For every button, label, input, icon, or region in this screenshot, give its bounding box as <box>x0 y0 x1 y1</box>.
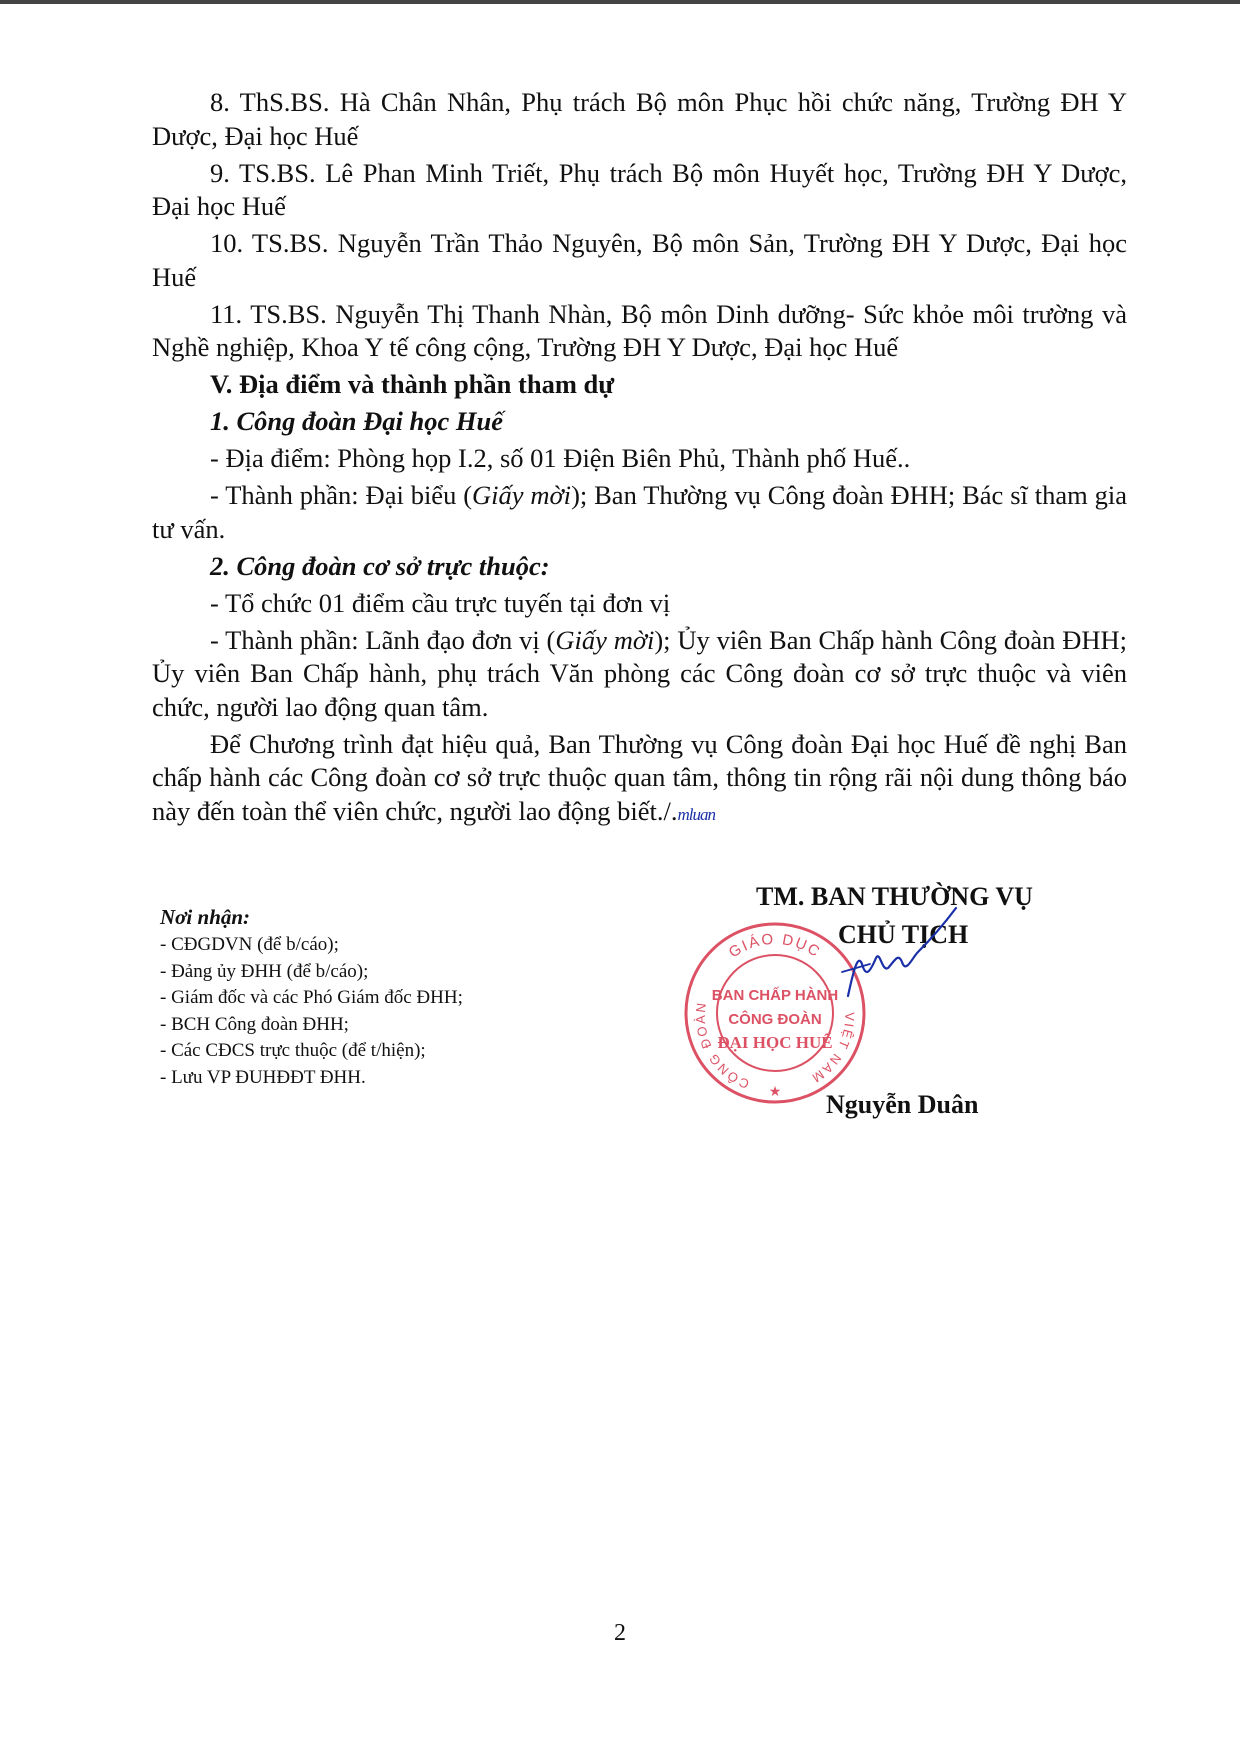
recipient-item: - Các CĐCS trực thuộc (để t/hiện); <box>160 1040 426 1061</box>
signature-block <box>690 878 1110 1138</box>
recipient-item: - CĐGDVN (để b/cáo); <box>160 934 339 955</box>
seal-ring-left: CÔNG ĐOÀN <box>692 1000 752 1092</box>
initials-mark: mluan <box>677 804 715 824</box>
participants-text-b: ); Ủy viên Ban Chấp hành Công đoàn ĐHH; Ủy viên Ban Chấp hành, phụ trách Văn phòng các Công đoàn cơ sở trực thuộc và viên chức, người lao động quan tâm. <box>152 624 1127 722</box>
page-number: 2 <box>614 1620 626 1646</box>
member-item-11: 11. TS.BS. Nguyễn Thị Thanh Nhàn, Bộ môn Dinh dưỡng- Sức khỏe môi trường và Nghề nghiệp, Khoa Y tế công cộng, Trường ĐH Y Dược, Đại học Huế <box>152 298 1127 362</box>
participants-text-a: - Thành phần: Đại biểu ( <box>210 480 473 510</box>
subsection-1-location: - Địa điểm: Phòng họp I.2, số 01 Điện Biên Phủ, Thành phố Huế.. <box>210 443 911 473</box>
invitation-note: Giấy mời <box>472 480 572 510</box>
participants-text-b: ); Ban Thường vụ Công đoàn ĐHH; Bác sĩ tham gia tư vấn. <box>152 480 1127 544</box>
section-v-heading: V. Địa điểm và thành phần tham dự <box>210 369 615 399</box>
seal-star-icon: ★ <box>768 1084 782 1100</box>
closing-paragraph <box>152 728 1127 832</box>
scan-top-edge <box>0 0 1240 4</box>
handwritten-signature <box>840 902 960 1012</box>
member-item-10: 10. TS.BS. Nguyễn Trần Thảo Nguyên, Bộ môn Sản, Trường ĐH Y Dược, Đại học Huế <box>152 228 1127 292</box>
subsection-1-heading: 1. Công đoàn Đại học Huế <box>210 406 504 436</box>
svg-text:GIÁO DỤC <box>726 931 824 962</box>
closing-text: Để Chương trình đạt hiệu quả, Ban Thường vụ Công đoàn Đại học Huế đề nghị Ban chấp hành các Công đoàn cơ sở trực thuộc quan tâm, thông tin rộng rãi nội dung thông báo này đến toàn thể viên chức, người lao động biết./. <box>152 728 1127 826</box>
subsection-2-organize: - Tổ chức 01 điểm cầu trực tuyến tại đơn vị <box>210 587 671 618</box>
recipient-item: - Lưu VP ĐUHĐĐT ĐHH. <box>160 1066 366 1088</box>
recipient-item: - BCH Công đoàn ĐHH; <box>160 1013 349 1035</box>
member-item-9: 9. TS.BS. Lê Phan Minh Triết, Phụ trách Bộ môn Huyết học, Trường ĐH Y Dược, Đại học Huế <box>152 157 1127 221</box>
participants-text-a: - Thành phần: Lãnh đạo đơn vị ( <box>210 624 556 655</box>
member-item-8: 8. ThS.BS. Hà Chân Nhân, Phụ trách Bộ môn Phục hồi chức năng, Trường ĐH Y Dược, Đại học Huế <box>152 87 1127 151</box>
invitation-note: Giấy mời <box>555 624 655 655</box>
seal-line-3: ĐẠI HỌC HUẾ <box>717 1033 833 1052</box>
seal-ring-right: VIỆT NAM <box>807 1012 858 1087</box>
signer-name: Nguyễn Duân <box>826 1090 979 1119</box>
subsection-2-heading: 2. Công đoàn cơ sở trực thuộc: <box>210 550 550 581</box>
recipient-item: - Giám đốc và các Phó Giám đốc ĐHH; <box>160 987 463 1008</box>
document-body <box>152 86 1127 831</box>
recipient-item: - Đảng ủy ĐHH (để b/cáo); <box>160 960 369 982</box>
subsection-2-participants <box>152 624 1127 725</box>
signer-title: CHỦ TỊCH <box>838 920 969 949</box>
recipients-title: Nơi nhận: <box>160 905 251 929</box>
seal-line-2: CÔNG ĐOÀN <box>728 1011 822 1028</box>
seal-ring-top: GIÁO DỤC <box>725 930 825 962</box>
signer-role: TM. BAN THƯỜNG VỤ <box>756 882 1033 911</box>
seal-line-1: BAN CHẤP HÀNH <box>711 987 839 1004</box>
recipients-block <box>160 902 580 1091</box>
subsection-1-participants <box>152 479 1127 546</box>
